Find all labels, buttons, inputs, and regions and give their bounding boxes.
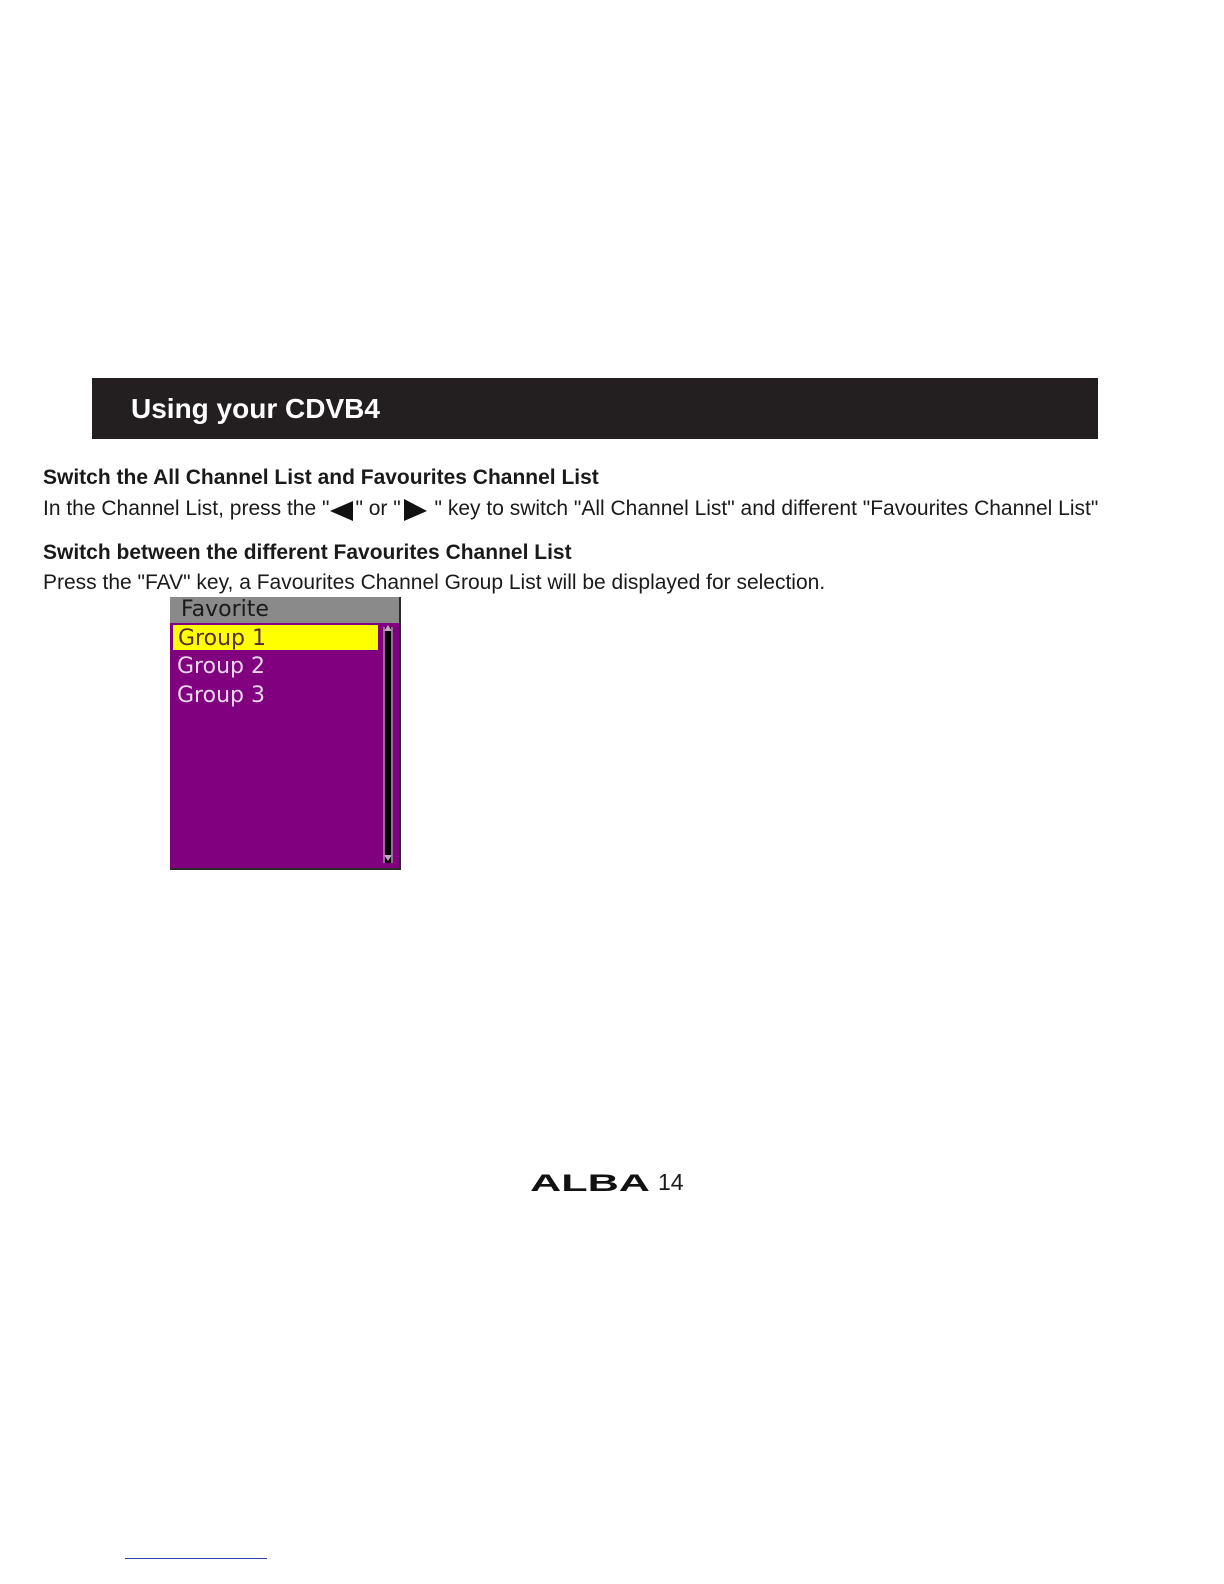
section2-heading: Switch between the different Favourites Channel List: [43, 541, 572, 564]
favorite-group-item-3[interactable]: Group 3: [177, 683, 265, 708]
favorite-group-item-1[interactable]: Group 1: [173, 625, 378, 650]
favorite-group-menu: [170, 597, 401, 870]
footer-rule: [125, 1558, 267, 1559]
section1-body-after: " key to switch "All Channel List" and different "Favourites Channel List": [428, 497, 1099, 520]
left-triangle-icon: [330, 497, 354, 521]
brand-text: ALBA: [530, 1170, 650, 1194]
favorite-menu-scrollbar[interactable]: [383, 627, 393, 863]
section1-body-middle: " or ": [355, 497, 401, 520]
favorite-group-item-2[interactable]: Group 2: [177, 654, 265, 679]
right-triangle-icon: [402, 497, 428, 521]
section1-heading: Switch the All Channel List and Favourites Channel List: [43, 466, 599, 489]
page-title: Using your CDVB4: [131, 393, 380, 424]
section1-body: [43, 496, 1098, 522]
favorite-menu-title: Favorite: [170, 597, 399, 623]
alba-logo: [530, 1170, 650, 1194]
section1-body-before: In the Channel List, press the ": [43, 497, 330, 520]
section2-body: Press the "FAV" key, a Favourites Channel Group List will be displayed for selection.: [43, 571, 826, 594]
page-number: 14: [658, 1169, 684, 1195]
section-header-bar: [92, 378, 1098, 439]
scroll-down-icon[interactable]: [384, 855, 392, 861]
scroll-up-icon[interactable]: [384, 625, 392, 631]
